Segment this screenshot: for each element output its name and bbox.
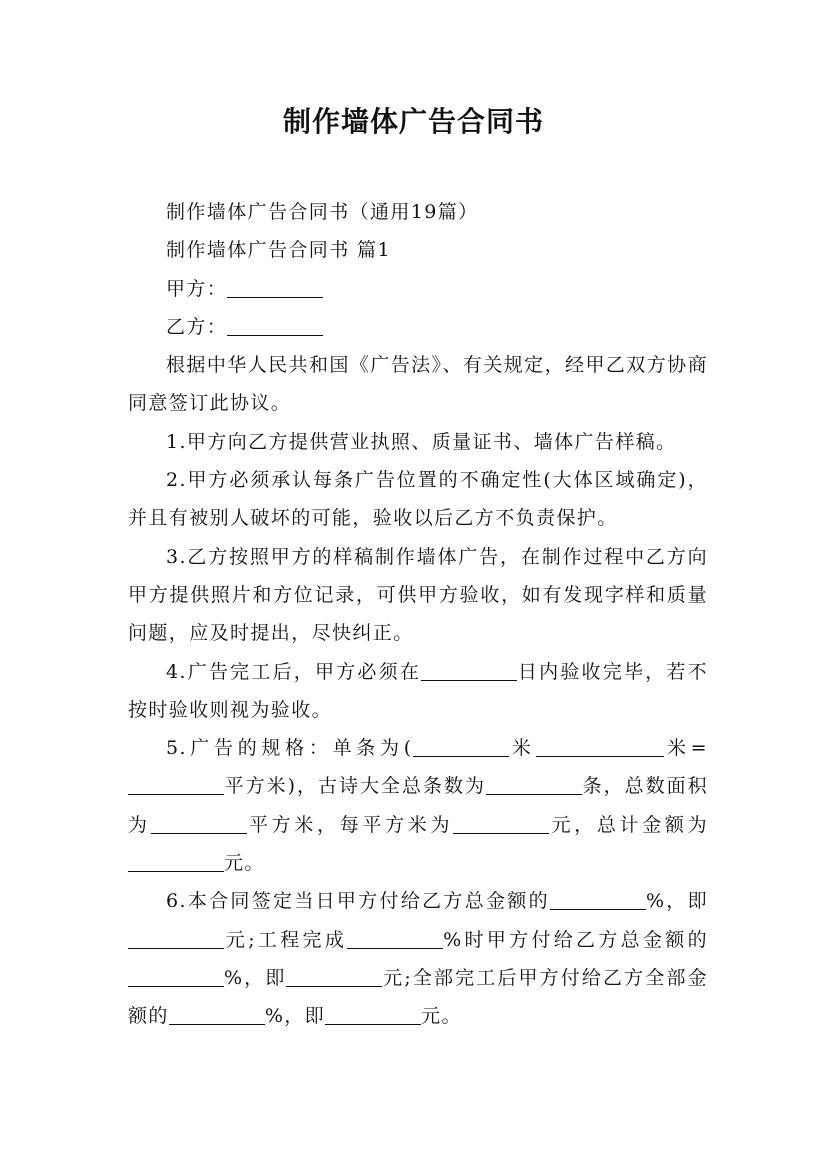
party-a-label: 甲方： bbox=[166, 277, 228, 300]
intro-paragraph: 根据中华人民共和国《广告法》、有关规定，经甲乙双方协商同意签订此协议。 bbox=[128, 354, 708, 415]
first-percent-blank bbox=[550, 889, 646, 910]
clause-6-text-5: %，即 bbox=[224, 966, 287, 989]
clause-5-text-6: 平方米，每平方米为 bbox=[246, 813, 454, 836]
document-body bbox=[128, 193, 708, 1036]
clause-5-text-1: 5.广告的规格：单条为( bbox=[166, 737, 413, 760]
clause-6-text-6: 元;全部完工后甲方付给乙方全部金额的 bbox=[128, 966, 708, 1028]
document-subtitle: 制作墙体广告合同书（通用19篇） bbox=[166, 201, 479, 223]
clause-5-text-2: 米 bbox=[508, 737, 536, 760]
total-area-blank bbox=[151, 813, 247, 834]
clause-5-text-7: 元，总计金额为 bbox=[549, 813, 708, 836]
unit-area-blank bbox=[128, 775, 224, 796]
total-amount-blank bbox=[128, 851, 224, 872]
clause-6-text-2: %，即 bbox=[645, 890, 708, 913]
party-a-line bbox=[128, 270, 708, 308]
second-percent-blank bbox=[128, 966, 224, 987]
width-blank bbox=[536, 736, 664, 757]
clause-2: 2.甲方必须承认每条广告位置的不确定性(大体区域确定)，并且有被别人破坏的可能，验收以后乙方不负责保护。 bbox=[128, 469, 708, 530]
clause-1: 1.甲方向乙方提供营业执照、质量证书、墙体广告样稿。 bbox=[166, 430, 677, 453]
clause-4-text-2: 日内验收完毕，若不按时验收则视为验收。 bbox=[128, 660, 708, 721]
clause-5-text-4: 平方米)，古诗大全总条数为 bbox=[224, 775, 486, 798]
total-count-blank bbox=[486, 775, 582, 796]
party-a-blank bbox=[227, 277, 323, 298]
final-amount-blank bbox=[325, 1004, 421, 1025]
length-blank bbox=[413, 736, 509, 757]
party-b-line bbox=[128, 308, 708, 346]
clause-6-text-1: 6.本合同签定当日甲方付给乙方总金额的 bbox=[166, 890, 550, 913]
clause-6-text-8: 元。 bbox=[421, 1005, 462, 1028]
clause-6-text-4: %时甲方付给乙方总金额的 bbox=[443, 928, 708, 951]
clause-4-text-1: 4.广告完工后，甲方必须在 bbox=[166, 660, 422, 683]
clause-6-text-3: 元;工程完成 bbox=[224, 928, 348, 951]
second-amount-blank bbox=[286, 966, 382, 987]
party-b-label: 乙方： bbox=[166, 315, 228, 338]
document-title: 制作墙体广告合同书 bbox=[282, 105, 544, 138]
clause-6 bbox=[128, 882, 708, 1035]
clause-5 bbox=[128, 729, 708, 882]
clause-5-text-8: 元。 bbox=[224, 852, 265, 875]
price-per-sqm-blank bbox=[453, 813, 549, 834]
clause-4 bbox=[128, 653, 708, 730]
progress-percent-blank bbox=[347, 928, 443, 949]
section-heading: 制作墙体广告合同书 篇1 bbox=[166, 239, 391, 262]
final-percent-blank bbox=[169, 1004, 265, 1025]
clause-5-text-3: 米= bbox=[663, 737, 708, 760]
first-amount-blank bbox=[128, 928, 224, 949]
clause-5-text-5: 条，总数面积为 bbox=[128, 775, 708, 836]
acceptance-days-blank bbox=[421, 660, 517, 681]
party-b-blank bbox=[227, 315, 323, 336]
clause-3: 3.乙方按照甲方的样稿制作墙体广告，在制作过程中乙方向甲方提供照片和方位记录，可供甲方验收，如有发现字样和质量问题，应及时提出，尽快纠正。 bbox=[128, 545, 708, 645]
clause-6-text-7: %，即 bbox=[264, 1005, 326, 1028]
